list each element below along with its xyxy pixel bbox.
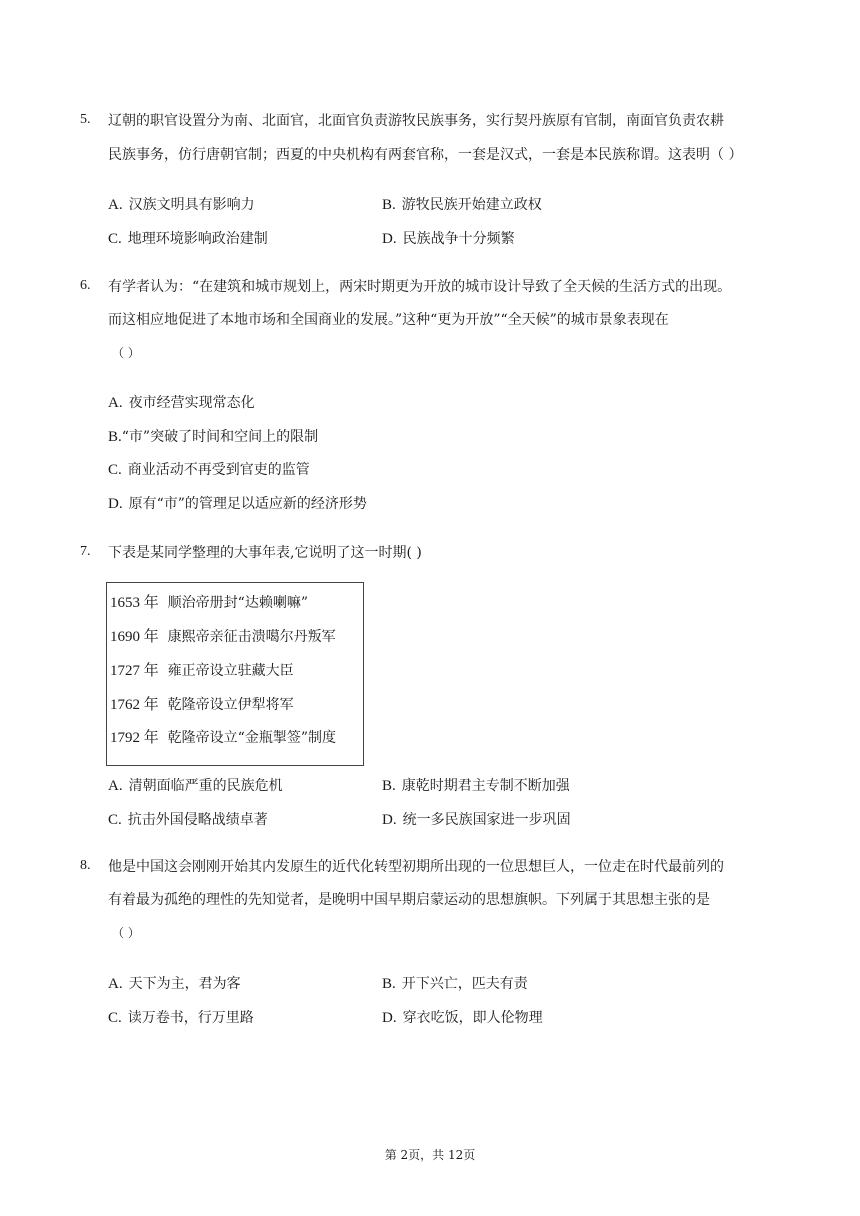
table-row — [110, 659, 294, 680]
question-6-line-2: 而这相应地促进了本地市场和全国商业的发展。”这种“更为开放”“全天候”的城市景象表现在 — [108, 312, 669, 328]
option-letter: C. — [108, 462, 122, 478]
q8-option-a[interactable] — [108, 973, 241, 993]
option-text: 读万卷书，行万里路 — [127, 1010, 254, 1026]
question-8-number: 8. — [80, 858, 91, 873]
option-text: 夜市经营实现常态化 — [128, 395, 255, 411]
option-text: 地理环境影响政治建制 — [127, 231, 268, 247]
option-text: 统一多民族国家进一步巩固 — [402, 812, 571, 828]
option-letter: A. — [108, 976, 123, 992]
option-letter: B. — [382, 197, 396, 213]
option-letter: A. — [108, 197, 123, 213]
option-letter: B. — [382, 976, 396, 992]
option-text: 原有“市”的管理足以适应新的经济形势 — [128, 496, 367, 512]
q7-option-b[interactable] — [382, 775, 570, 795]
table-year: 1727 年 — [110, 663, 159, 679]
option-letter: C. — [108, 812, 122, 828]
question-7-number: 7. — [80, 544, 91, 559]
option-letter: A. — [108, 395, 123, 411]
q6-option-a[interactable] — [108, 392, 255, 412]
option-text: 康乾时期君主专制不断加强 — [401, 778, 570, 794]
option-letter: D. — [382, 231, 397, 247]
option-letter: C. — [108, 231, 122, 247]
q8-option-d[interactable] — [382, 1007, 543, 1027]
table-event: 顺治帝册封“达赖喇嘛” — [167, 595, 308, 611]
option-letter: C. — [108, 1010, 122, 1026]
question-6-line-3: （ ） — [112, 346, 140, 360]
q6-option-b[interactable] — [108, 426, 318, 446]
q8-option-b[interactable] — [382, 973, 528, 993]
table-event: 乾隆帝设立伊犁将军 — [167, 697, 294, 713]
q8-option-c[interactable] — [108, 1007, 254, 1027]
q5-option-b[interactable] — [382, 194, 542, 214]
table-year: 1653 年 — [110, 595, 159, 611]
question-8-line-3: （ ） — [112, 926, 140, 940]
option-letter: D. — [382, 1010, 397, 1026]
q6-option-c[interactable] — [108, 459, 310, 479]
table-event: 乾隆帝设立“金瓶掣签”制度 — [167, 730, 336, 746]
option-letter: B. — [108, 429, 122, 445]
option-letter: B. — [382, 778, 396, 794]
question-5-number: 5. — [80, 112, 91, 127]
question-6-line-1: 有学者认为：“在建筑和城市规划上，两宋时期更为开放的城市设计导致了全天候的生活方式的出现。 — [108, 279, 732, 295]
option-letter: D. — [382, 812, 397, 828]
table-row — [110, 591, 308, 612]
table-row — [110, 726, 336, 747]
question-7-line-1: 下表是某同学整理的大事年表,它说明了这一时期( ) — [108, 545, 422, 561]
table-event: 康熙帝亲征击溃噶尔丹叛军 — [167, 629, 336, 645]
option-letter: D. — [108, 496, 123, 512]
option-text: 民族战争十分频繁 — [402, 231, 515, 247]
option-text: 清朝面临严重的民族危机 — [128, 778, 283, 794]
question-5-line-1: 辽朝的职官设置分为南、北面官，北面官负责游牧民族事务，实行契丹族原有官制，南面官负责农耕 — [108, 113, 724, 129]
q7-option-a[interactable] — [108, 775, 283, 795]
q5-option-a[interactable] — [108, 194, 255, 214]
q5-option-c[interactable] — [108, 228, 268, 248]
table-year: 1690 年 — [110, 629, 159, 645]
q5-option-d[interactable] — [382, 228, 515, 248]
option-text: 抗击外国侵略战绩卓著 — [127, 812, 268, 828]
q7-option-d[interactable] — [382, 809, 571, 829]
table-event: 雍正帝设立驻藏大臣 — [167, 663, 294, 679]
option-letter: A. — [108, 778, 123, 794]
option-text: 商业活动不再受到官吏的监管 — [127, 462, 310, 478]
question-8-line-1: 他是中国这会刚刚开始其内发原生的近代化转型初期所出现的一位思想巨人，一位走在时代最前列的 — [108, 859, 724, 875]
table-row — [110, 693, 294, 714]
option-text: 穿衣吃饭，即人伦物理 — [402, 1010, 543, 1026]
q6-option-d[interactable] — [108, 493, 367, 513]
question-5-line-2: 民族事务，仿行唐朝官制；西夏的中央机构有两套官称，一套是汉式，一套是本民族称谓。这表明（ ） — [108, 147, 743, 163]
table-year: 1762 年 — [110, 697, 159, 713]
question-6-number: 6. — [80, 278, 91, 293]
q7-option-c[interactable] — [108, 809, 268, 829]
option-text: 汉族文明具有影响力 — [128, 197, 255, 213]
page-number-footer: 第 2页，共 12页 — [384, 1148, 476, 1162]
question-8-line-2: 有着最为孤绝的理性的先知觉者，是晚明中国早期启蒙运动的思想旗帜。下列属于其思想主张的是 — [108, 892, 710, 908]
option-text: 开下兴亡，匹夫有责 — [401, 976, 528, 992]
option-text: 游牧民族开始建立政权 — [401, 197, 542, 213]
events-timeline-table — [106, 582, 364, 766]
table-row — [110, 625, 336, 646]
option-text: “市”突破了时间和空间上的限制 — [121, 429, 319, 445]
option-text: 天下为主，君为客 — [128, 976, 241, 992]
table-year: 1792 年 — [110, 730, 159, 746]
